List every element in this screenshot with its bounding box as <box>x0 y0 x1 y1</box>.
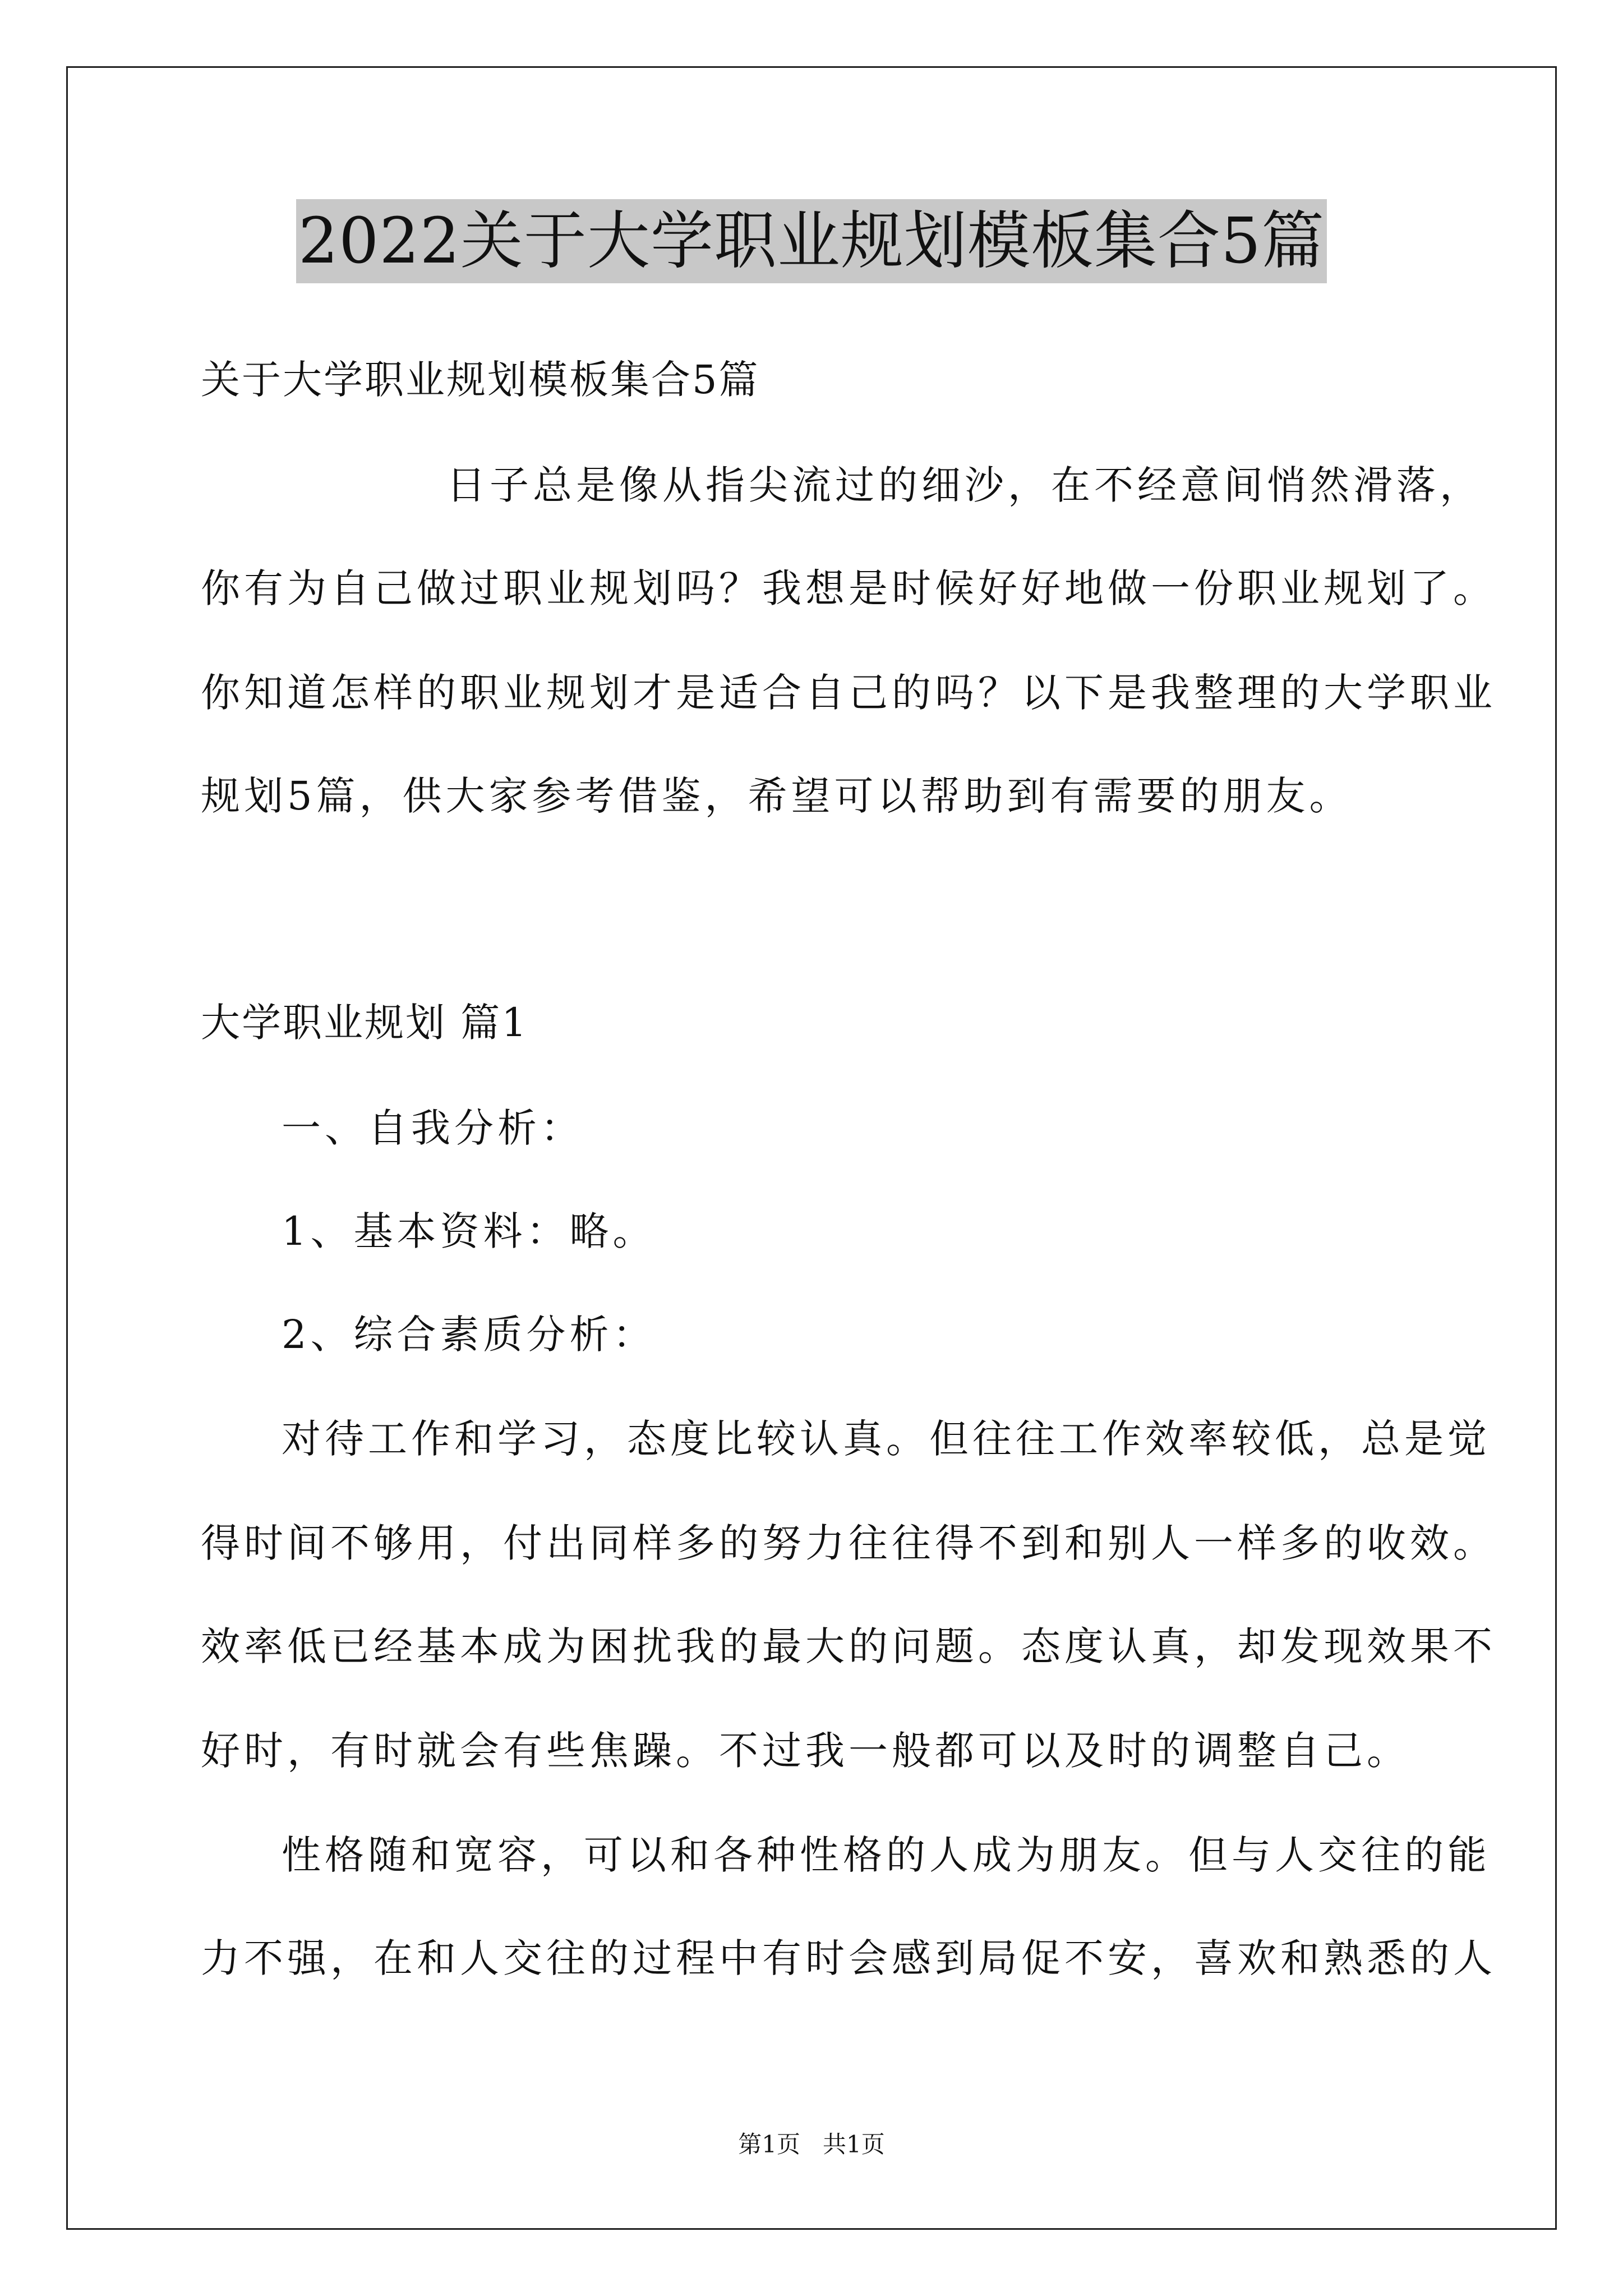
title-container <box>0 199 1623 283</box>
document-title: 2022关于大学职业规划模板集合5篇 <box>296 199 1327 283</box>
para2-line-1: 性格随和宽容，可以和各种性格的人成为朋友。但与人交往的能 <box>282 1832 1491 1878</box>
item-basic-info: 1、基本资料：略。 <box>282 1208 656 1254</box>
para2-line-2: 力不强，在和人交往的过程中有时会感到局促不安，喜欢和熟悉的人 <box>201 1935 1496 1981</box>
para1-line-2: 得时间不够用，付出同样多的努力往往得不到和别人一样多的收效。 <box>201 1520 1496 1566</box>
para1-line-4: 好时，有时就会有些焦躁。不过我一般都可以及时的调整自己。 <box>201 1728 1410 1774</box>
intro-line-4: 规划5篇，供大家参考借鉴，希望可以帮助到有需要的朋友。 <box>201 773 1353 819</box>
intro-line-3: 你知道怎样的职业规划才是适合自己的吗？以下是我整理的大学职业 <box>201 670 1496 716</box>
para1-line-3: 效率低已经基本成为困扰我的最大的问题。态度认真，却发现效果不 <box>201 1623 1496 1669</box>
section-heading: 大学职业规划 篇1 <box>201 1000 528 1046</box>
intro-line-2: 你有为自己做过职业规划吗？我想是时候好好地做一份职业规划了。 <box>201 565 1496 611</box>
para1-line-1: 对待工作和学习，态度比较认真。但往往工作效率较低，总是觉 <box>282 1416 1491 1462</box>
page-footer <box>0 2129 1623 2160</box>
intro-line-1: 日子总是像从指尖流过的细沙，在不经意间悄然滑落， <box>446 462 1483 508</box>
document-subtitle: 关于大学职业规划模板集合5篇 <box>201 357 760 403</box>
page-number-current: 第1页 <box>738 2131 800 2158</box>
item-quality-analysis: 2、综合素质分析： <box>282 1312 656 1358</box>
page-number-total: 共1页 <box>823 2131 885 2158</box>
heading-self-analysis: 一、自我分析： <box>282 1105 584 1151</box>
